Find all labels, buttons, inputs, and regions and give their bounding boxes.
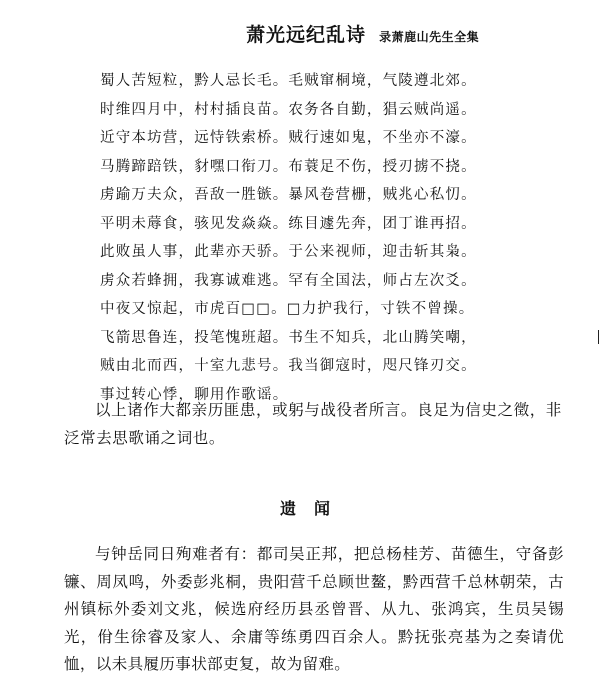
poem-line-10: 飞箭思鲁连，投笔愧班超。书生不知兵，北山腾笑嘲， [100, 329, 477, 346]
poem-line-8: 虏众若蜂拥，我寡诚难逃。罕有全国法，师占左次爻。 [100, 272, 477, 289]
poem-line-11: 贼由北而西，十室九悲号。我当御寇时，咫尺锋刃交。 [100, 358, 477, 374]
page-header [246, 20, 479, 47]
document-source: 录萧鹿山先生全集 [379, 30, 480, 44]
poem-line-1: 蜀人苦短粒，黔人忌长毛。毛贼窜桐境，气陵遵北郊。 [100, 73, 477, 89]
document-title: 萧光远纪乱诗 [246, 24, 367, 46]
section-heading: 遗闻 [279, 499, 348, 518]
section-body-paragraph: 与钟岳同日殉难者有：都司吴正邦，把总杨桂芳、苗德生，守备彭镰、周凤鸣，外委彭兆桐，贵阳营千总顾世鳌，黔西营千总林朝荣，古州镇标外委刘文兆，候选府经历县丞曾晋、从九、张鸿宾，生员吴锡光，佾生徐睿及家人、余庸等练勇四百余人。黔抚张亮基为之奏请优恤，以未具履历事状部吏复，故为留难。 [64, 545, 564, 673]
poem-line-7: 此败虽人事，此辈亦天骄。于公来视师，迎击斩其枭。 [100, 244, 477, 260]
poem-line-4: 马腾蹄踣铁，豺嘿口衔刀。布蓑足不伤，授刃掳不挠。 [100, 158, 477, 175]
commentary-paragraph: 以上诸作大都亲历匪患，或躬与战役者所言。良足为信史之徵，非泛常去思歌诵之词也。 [64, 401, 562, 447]
poem-line-6: 平明未蓐食，骇见发焱焱。练目遽先奔，团丁谁再招。 [100, 215, 477, 232]
poem-line-3: 近守本坊营，远恃铁索桥。贼行速如鬼，不坐亦不濠。 [100, 130, 477, 146]
poem-line-12: 事过转心悸，聊用作歌谣。 [100, 386, 289, 403]
poem-line-9: 中夜又惊起，市虎百□□。□力护我行，寸铁不曾操。 [100, 301, 475, 317]
poem-line-2: 时维四月中，村村插良苗。农务各自勤，猖云贼尚遥。 [100, 101, 477, 118]
margin-mark [598, 330, 599, 344]
poem-block [100, 67, 560, 409]
poem-line-5: 虏踰万夫众，吾敌一胜镞。暴风卷营栅，贼兆心私忉。 [100, 187, 477, 203]
